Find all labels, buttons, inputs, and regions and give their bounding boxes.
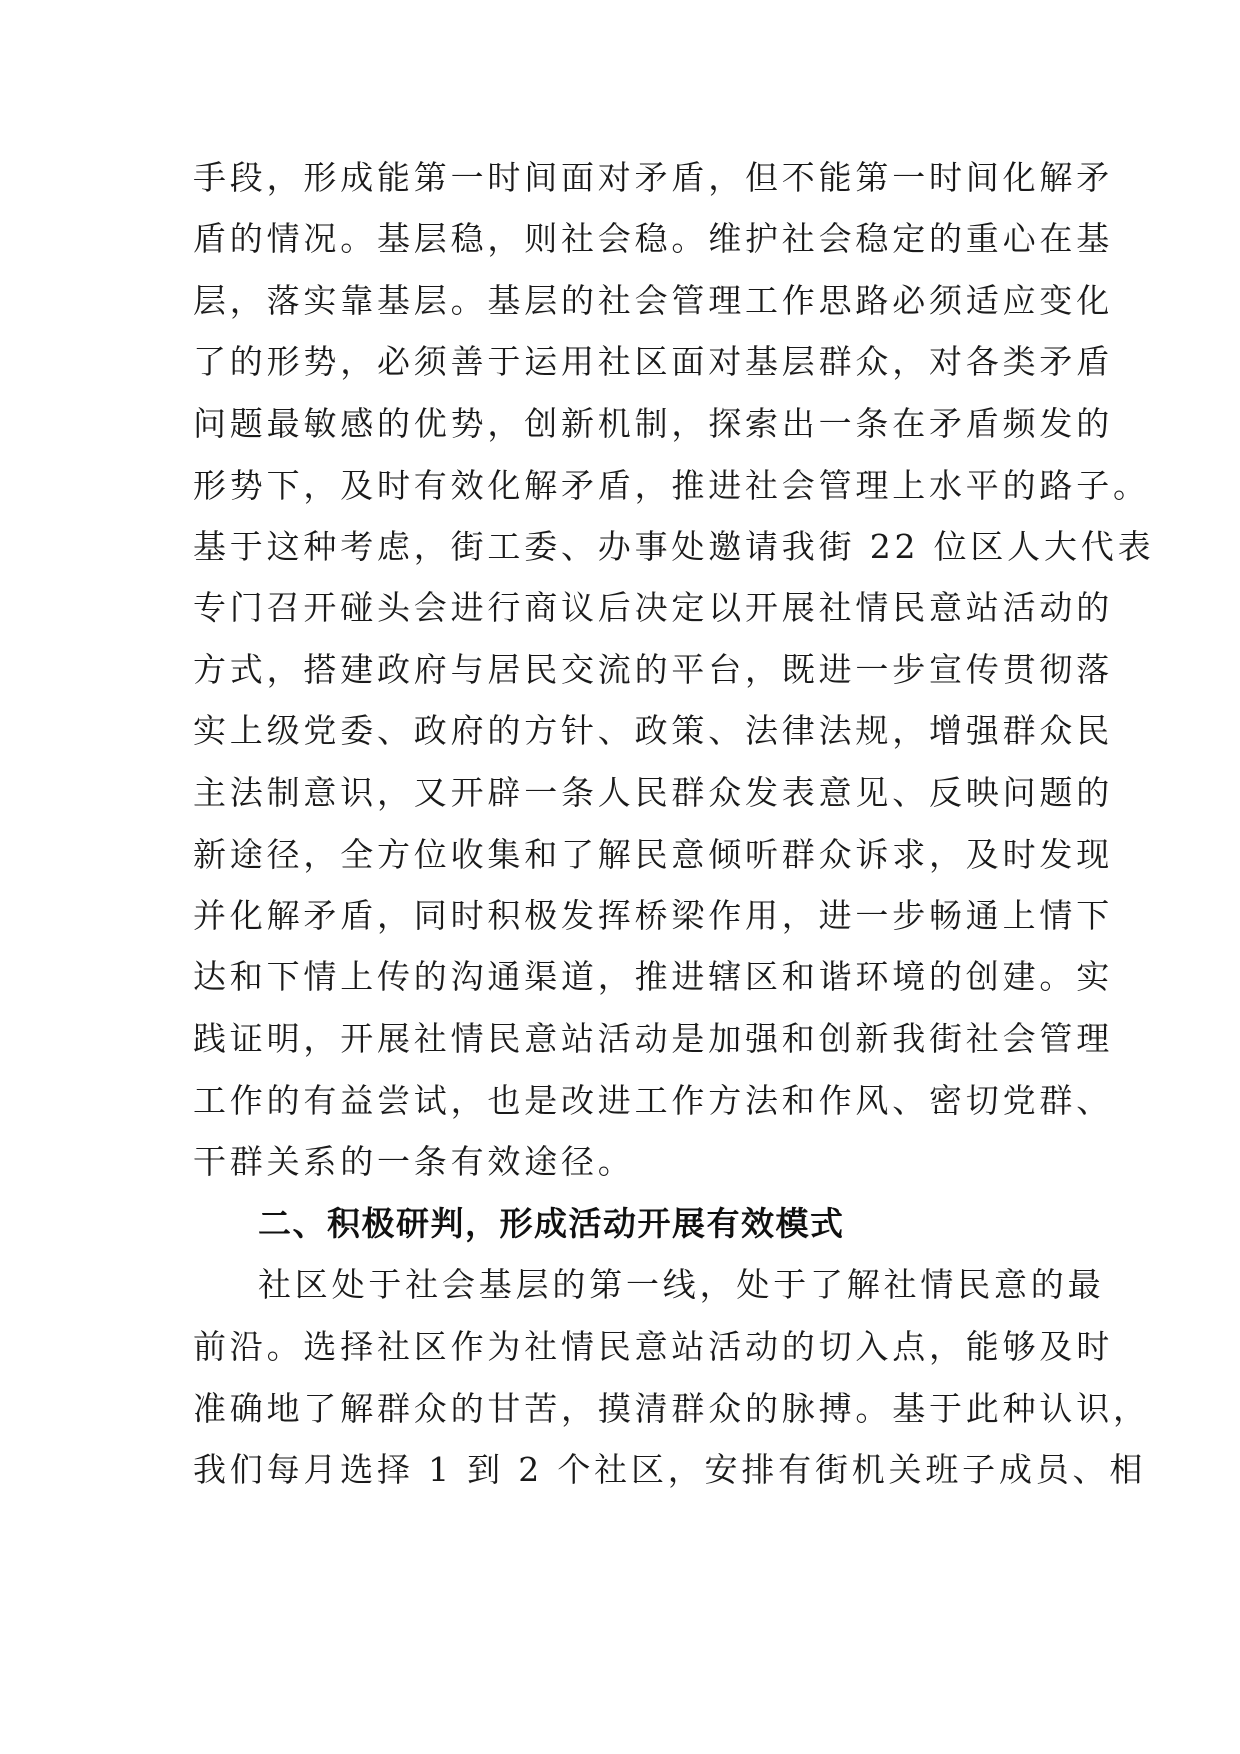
paragraph-2-line-3: 准确地了解群众的甘苦，摸清群众的脉搏。基于此种认识， bbox=[193, 1389, 1150, 1428]
paragraph-1-line-4: 了的形势，必须善于运用社区面对基层群众，对各类矛盾 bbox=[193, 342, 1113, 381]
paragraph-1-line-11: 主法制意识，又开辟一条人民群众发表意见、反映问题的 bbox=[193, 773, 1113, 812]
paragraph-1-line-13: 并化解矛盾，同时积极发挥桥梁作用，进一步畅通上情下 bbox=[193, 896, 1113, 935]
paragraph-1-line-2: 盾的情况。基层稳，则社会稳。维护社会稳定的重心在基 bbox=[193, 219, 1113, 258]
paragraph-1-line-14: 达和下情上传的沟通渠道，推进辖区和谐环境的创建。实 bbox=[193, 957, 1113, 996]
paragraph-2-line-4: 我们每月选择 1 到 2 个社区，安排有街机关班子成员、相 bbox=[193, 1450, 1147, 1489]
section-heading: 二、积极研判，形成活动开展有效模式 bbox=[258, 1204, 845, 1243]
paragraph-1-line-10: 实上级党委、政府的方针、政策、法律法规，增强群众民 bbox=[193, 711, 1113, 750]
paragraph-1-line-9: 方式，搭建政府与居民交流的平台，既进一步宣传贯彻落 bbox=[193, 650, 1113, 689]
paragraph-2-line-1: 社区处于社会基层的第一线，处于了解社情民意的最 bbox=[258, 1265, 1105, 1304]
paragraph-2-line-2: 前沿。选择社区作为社情民意站活动的切入点，能够及时 bbox=[193, 1327, 1113, 1366]
paragraph-1-line-8: 专门召开碰头会进行商议后决定以开展社情民意站活动的 bbox=[193, 588, 1113, 627]
paragraph-1-line-5: 问题最敏感的优势，创新机制，探索出一条在矛盾频发的 bbox=[193, 404, 1113, 443]
paragraph-1-line-15: 践证明，开展社情民意站活动是加强和创新我街社会管理 bbox=[193, 1019, 1113, 1058]
paragraph-1-line-12: 新途径，全方位收集和了解民意倾听群众诉求，及时发现 bbox=[193, 835, 1113, 874]
paragraph-1-line-3: 层，落实靠基层。基层的社会管理工作思路必须适应变化 bbox=[193, 281, 1113, 320]
paragraph-1-line-1: 手段，形成能第一时间面对矛盾，但不能第一时间化解矛 bbox=[193, 158, 1113, 197]
paragraph-1-line-17: 干群关系的一条有效途径。 bbox=[193, 1142, 635, 1181]
paragraph-1-line-6: 形势下，及时有效化解矛盾，推进社会管理上水平的路子。 bbox=[193, 466, 1150, 505]
paragraph-1-line-16: 工作的有益尝试，也是改进工作方法和作风、密切党群、 bbox=[193, 1081, 1113, 1120]
paragraph-1-line-7: 基于这种考虑，街工委、办事处邀请我街 22 位区人大代表 bbox=[193, 527, 1155, 566]
